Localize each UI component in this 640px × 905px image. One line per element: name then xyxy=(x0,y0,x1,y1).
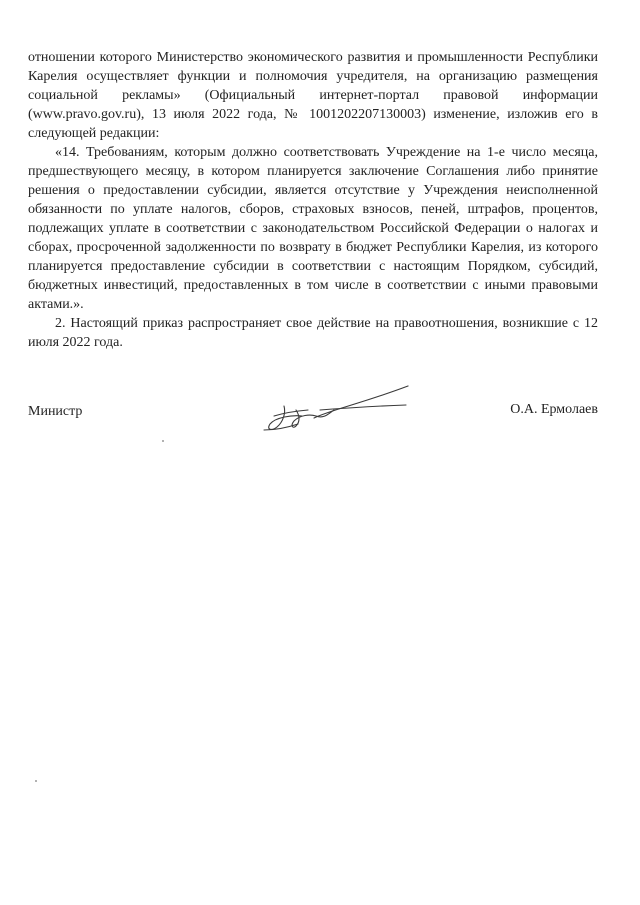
signatory-name: О.А. Ермолаев xyxy=(510,402,598,417)
paragraph-clause-14: «14. Требованиям, которым должно соответствовать Учреждение на 1-е число месяца, предшествующего месяцу, в котором планируется заключение Соглашения либо принятие решения о предоставлении субсидии, является отсутствие у Учреждения неисполненной обязанности по уплате налогов, сборов, страховых взносов, пеней, штрафов, процентов, подлежащих уплате в соответствии с законодательством Российской Федерации о налогах и сборах, просроченной задолженности по возврату в бюджет Республики Карелия, из которого планируется предоставление субсидии в соответствии с настоящим Порядком, субсидий, бюджетных инвестиций, предоставленных в том числе в соответствии с иными правовыми актами.». xyxy=(28,145,598,312)
handwritten-signature xyxy=(250,380,410,436)
scan-speck xyxy=(35,780,37,782)
paragraph-continuation: отношении которого Министерство экономического развития и промышленности Республики Карелия осуществляет функции и полномочия учредителя, на организацию размещения социальной рекламы» (Официальный интернет-портал правовой информации (www.pravo.gov.ru), 13 июля 2022 года, № 1001202207130003) изменение, изложив его в следующей редакции: xyxy=(28,50,598,141)
signatory-title: Министр xyxy=(28,404,83,419)
paragraph-clause-2: 2. Настоящий приказ распространяет свое действие на правоотношения, возникшие с 12 июля 2022 года. xyxy=(28,316,598,350)
signature-block xyxy=(28,380,598,450)
document-body xyxy=(28,48,598,352)
scan-speck xyxy=(162,440,164,442)
